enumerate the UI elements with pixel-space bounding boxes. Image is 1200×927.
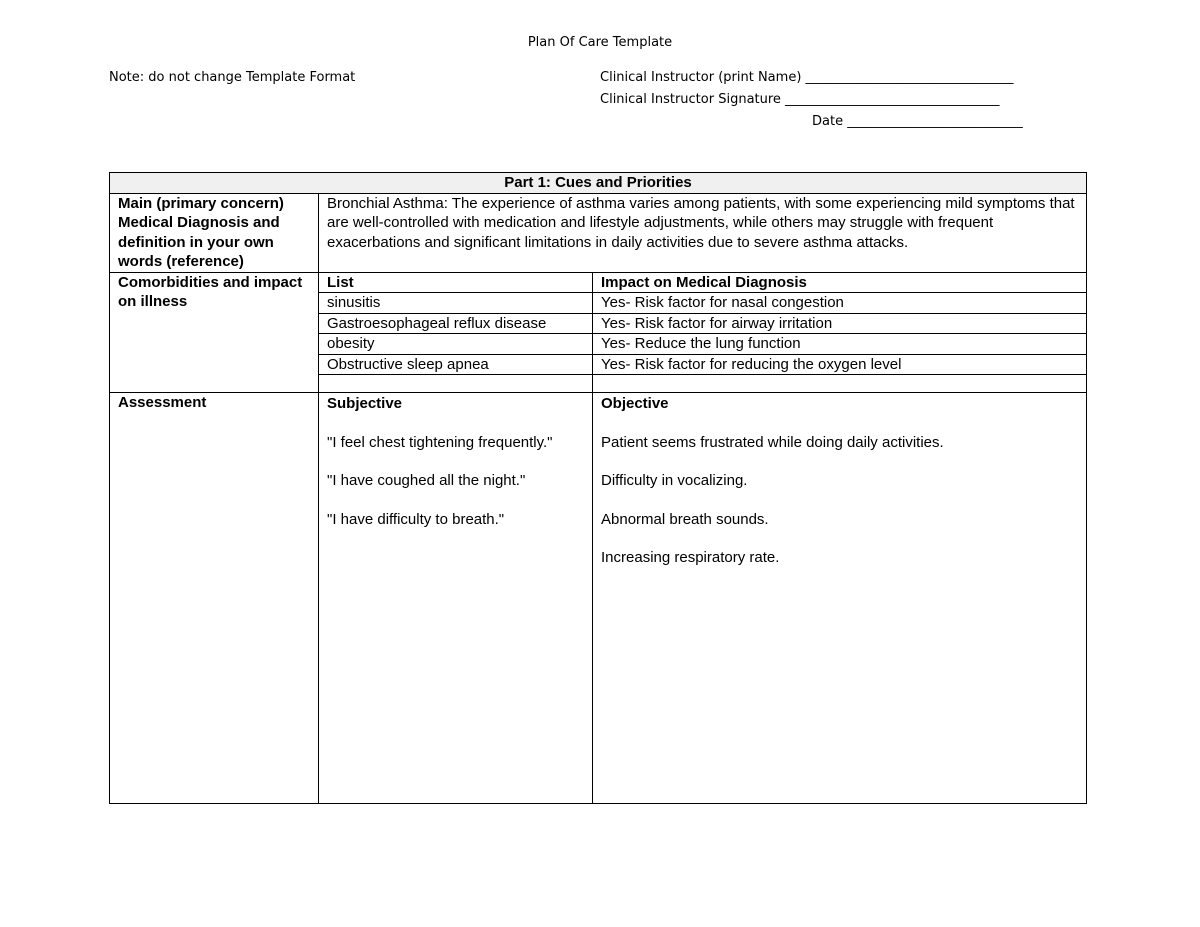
comorbidity-impact: Yes- Reduce the lung function bbox=[593, 334, 1087, 355]
empty-cell bbox=[593, 375, 1087, 393]
comorbidity-item: Gastroesophageal reflux disease bbox=[319, 313, 593, 334]
objective-column bbox=[593, 393, 1087, 804]
assessment-label: Assessment bbox=[110, 393, 319, 804]
subjective-item: "I feel chest tightening frequently." bbox=[327, 433, 553, 451]
comorbidity-item: obesity bbox=[319, 334, 593, 355]
comorbidity-impact: Yes- Risk factor for nasal congestion bbox=[593, 293, 1087, 314]
plan-of-care-table bbox=[109, 172, 1087, 804]
list-header: List bbox=[319, 272, 593, 293]
objective-item: Patient seems frustrated while doing daily activities. bbox=[601, 433, 944, 451]
objective-item: Abnormal breath sounds. bbox=[601, 510, 769, 528]
subjective-column bbox=[319, 393, 593, 804]
instructor-signature-line: Clinical Instructor Signature _________________________________ bbox=[600, 92, 1000, 107]
comorbidities-label: Comorbidities and impact on illness bbox=[110, 272, 319, 393]
objective-item: Difficulty in vocalizing. bbox=[601, 472, 748, 489]
subjective-header: Subjective bbox=[327, 395, 403, 412]
comorbidity-impact: Yes- Risk factor for airway irritation bbox=[593, 313, 1087, 334]
page-title: Plan Of Care Template bbox=[527, 35, 673, 50]
impact-header: Impact on Medical Diagnosis bbox=[593, 272, 1087, 293]
part-title: Part 1: Cues and Priorities bbox=[110, 173, 1087, 194]
template-note: Note: do not change Template Format bbox=[109, 70, 356, 85]
diagnosis-label: Main (primary concern) Medical Diagnosis and definition in your own words (reference) bbox=[110, 193, 319, 272]
subjective-item: "I have coughed all the night." bbox=[327, 472, 526, 489]
diagnosis-text: Bronchial Asthma: The experience of asthma varies among patients, with some experiencing mild symptoms that are well-controlled with medication and lifestyle adjustments, while others may struggle with frequent exacerbations and significant limitations in daily activities due to severe asthma attacks. bbox=[319, 193, 1087, 272]
date-line: Date ___________________________ bbox=[812, 114, 1023, 129]
subjective-item: "I have difficulty to breath." bbox=[327, 510, 505, 528]
empty-cell bbox=[319, 375, 593, 393]
comorbidity-item: Obstructive sleep apnea bbox=[319, 354, 593, 375]
instructor-name-line: Clinical Instructor (print Name) ________________________________ bbox=[600, 70, 1014, 85]
objective-header: Objective bbox=[601, 395, 669, 412]
objective-item: Increasing respiratory rate. bbox=[601, 549, 780, 566]
comorbidity-item: sinusitis bbox=[319, 293, 593, 314]
comorbidity-impact: Yes- Risk factor for reducing the oxygen level bbox=[593, 354, 1087, 375]
